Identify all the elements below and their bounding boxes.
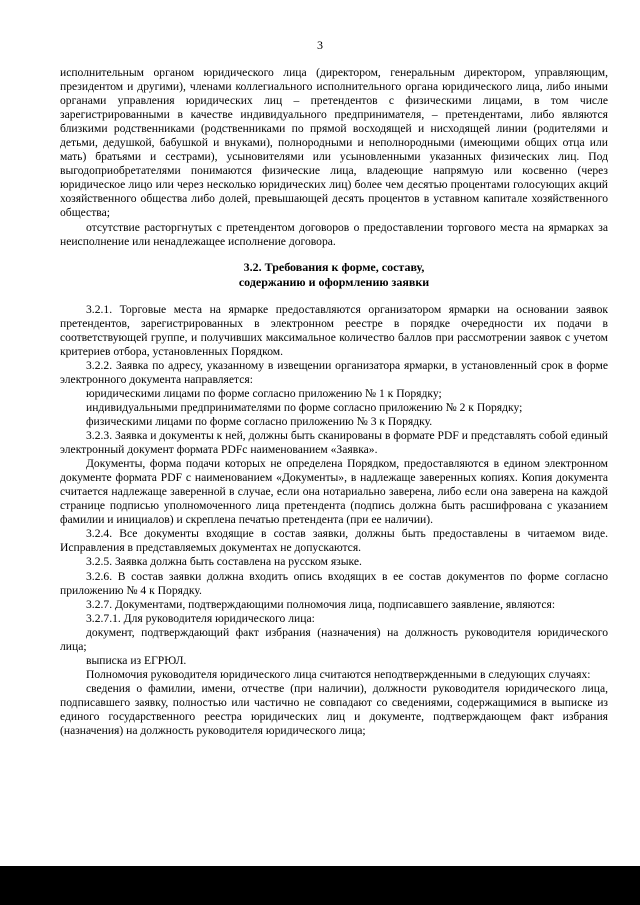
paragraph: 3.2.7.1. Для руководителя юридического лица: bbox=[86, 611, 315, 625]
paragraph: 3.2.2. Заявка по адресу, указанному в извещении организатора ярмарки, в установленный срок в форме электронного документа направляется: bbox=[60, 358, 608, 386]
paragraph: 3.2.1. Торговые места на ярмарке предоставляются организатором ярмарки на основании заявок претендентов, зарегистрированных в электронном реестре в порядке очередности их подачи в соответствующей группе, и получивших максимальное количество баллов при рассмотрении заявок с учетом критериев отбора, установленных Порядком. bbox=[60, 302, 608, 358]
page-number: 3 bbox=[317, 38, 323, 52]
paragraph: Документы, форма подачи которых не определена Порядком, предоставляются в едином электронном документе формата PDF с наименованием «Документы», в надлежаще заверенных копиях. Копия документа считается надлежаще заверенной в случае, если она нотариально заверена, либо если она заверена на каждой странице подписью уполномоченного лица претендента (подпись должна быть расшифрована с указанием фамилии и инициалов) и скреплена печатью претендента (при ее наличии). bbox=[60, 457, 608, 527]
document-body bbox=[60, 66, 608, 738]
paragraph: сведения о фамилии, имени, отчестве (при наличии), должности руководителя юридического лица, подписавшего заявку, полностью или частично не совпадают со сведениями, содержащимися в выписке из единого государственного реестра юридических лиц и документе, подтверждающем факт избрания (назначения) на должность руководителя юридического лица; bbox=[60, 681, 608, 738]
section-heading bbox=[60, 260, 608, 290]
paragraph: физическими лицами по форме согласно приложению № 3 к Порядку. bbox=[86, 414, 433, 428]
paragraph: Полномочия руководителя юридического лица считаются неподтвержденными в следующих случаях: bbox=[86, 667, 591, 681]
paragraph: юридическими лицами по форме согласно приложению № 1 к Порядку; bbox=[86, 386, 442, 400]
paragraph: 3.2.6. В состав заявки должна входить опись входящих в ее состав документов по форме согласно приложению № 4 к Порядку. bbox=[60, 569, 608, 597]
paragraph: 3.2.7. Документами, подтверждающими полномочия лица, подписавшего заявление, являются: bbox=[86, 597, 556, 611]
section-heading-line: содержанию и оформлению заявки bbox=[238, 274, 430, 289]
paragraph: документ, подтверждающий факт избрания (назначения) на должность руководителя юридического лица; bbox=[60, 625, 608, 653]
paragraph: 3.2.3. Заявка и документы к ней, должны быть сканированы в формате PDF и представлять собой единый электронный документ формата PDFс наименованием «Заявка». bbox=[60, 429, 608, 457]
paragraph: отсутствие расторгнутых с претендентом договоров о предоставлении торгового места на ярмарках за неисполнение или ненадлежащее исполнение договора. bbox=[60, 220, 608, 248]
paragraph: индивидуальными предпринимателями по форме согласно приложению № 2 к Порядку; bbox=[86, 400, 523, 414]
paragraph: 3.2.4. Все документы входящие в состав заявки, должны быть предоставлены в читаемом виде. Исправления в представляемых документах не допускаются. bbox=[60, 527, 608, 555]
paragraph: 3.2.5. Заявка должна быть составлена на русском языке. bbox=[86, 555, 362, 569]
section-heading-line: 3.2. Требования к форме, составу, bbox=[243, 259, 425, 274]
scan-footer-bar bbox=[0, 866, 640, 905]
paragraph: исполнительным органом юридического лица (директором, генеральным директором, управляющим, президентом и другими), членами коллегиального исполнительного органа юридического лица, либо иными органами управления юридических лиц – претендентов с физическими лицами, в том числе зарегистрированными в качестве индивидуального предпринимателя, – претендентами, либо являются близкими родственниками (родственниками по прямой восходящей и нисходящей линии (родителями и детьми, дедушкой, бабушкой и внуками), полнородными и неполнородными (имеющими общих отца или мать) братьями и сестрами), усыновителями или усыновленными указанных физических лиц. Под выгодоприобретателями понимаются физические лица, владеющие напрямую или косвенно (через юридическое лицо или через несколько юридических лиц) более чем десятью процентами голосующих акций хозяйственного общества либо долей, превышающей десять процентов в уставном капитале хозяйственного общества; bbox=[60, 66, 608, 220]
paragraph: выписка из ЕГРЮЛ. bbox=[86, 653, 187, 667]
